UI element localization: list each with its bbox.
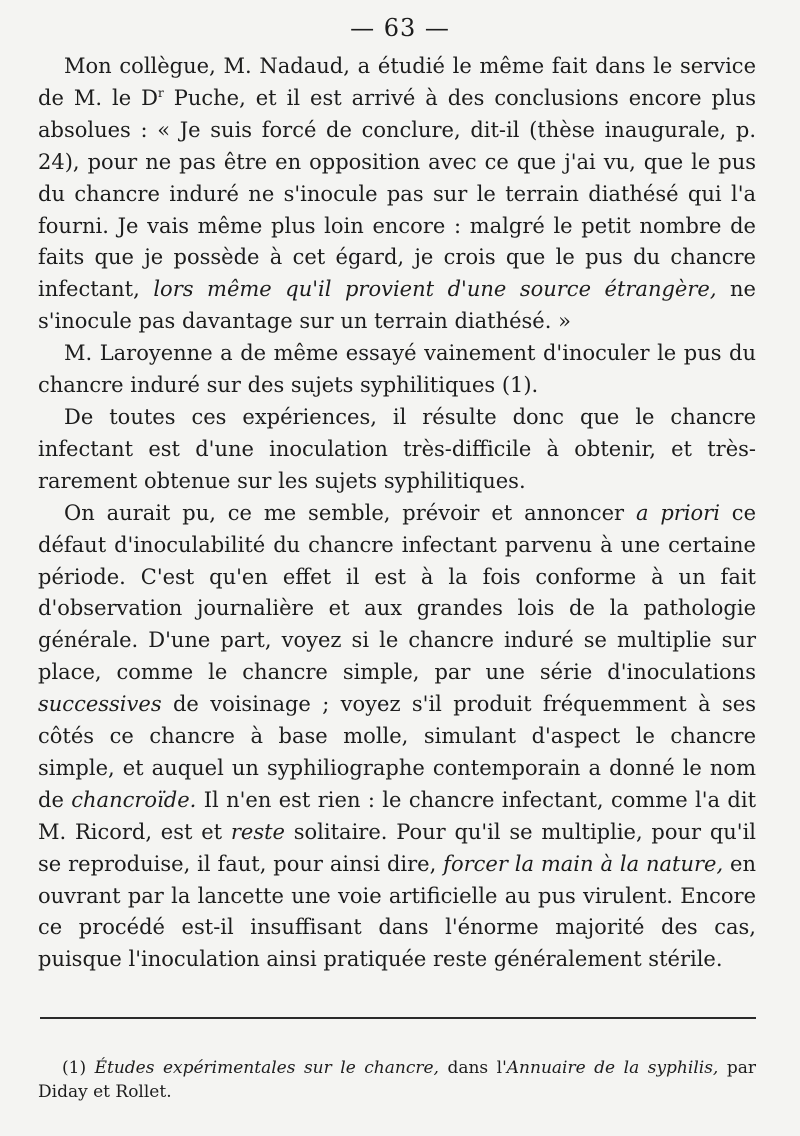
text-run: de voisinage ; voyez s'il produit fréquemment à ses côtés ce chancre à base molle, simulant d'aspect le chancre simple, et auquel un syphiliographe contemporain a donné le nom de <box>38 692 756 812</box>
text-run: Mon collègue, M. Nadaud, a étudié le même fait dans le service de M. le D <box>38 54 756 110</box>
text-run: ce défaut d'inoculabilité du chancre infectant parvenu à une certaine période. C'est qu'en effet il est à la fois conforme à un fait d'observation journalière et aux grandes lois de la pathologie générale. D'une part, voyez si le chancre induré se multiplie sur place, comme le chancre simple, par une série d'inoculations <box>38 500 757 685</box>
paragraph-1 <box>38 51 756 338</box>
italic-text: a priori <box>635 500 720 525</box>
text-run: Il n'en est rien : le chancre infectant, comme l'a dit M. Ricord, est et <box>38 787 757 844</box>
text-run: Puche, et il est arrivé à des conclusions encore plus absolues : « Je suis forcé de conclure, dit-il (thèse inaugurale, p. 24), pour ne pas être en opposition avec ce que j'ai vu, que le pus du chancre induré ne s'inocule pas sur le terrain diathésé qui l'a fourni. Je vais même plus loin encore : malgré le petit nombre de faits que je possède à cet égard, je crois que le pus du chancre infectant, <box>38 85 756 302</box>
superscript-text: r <box>157 85 164 100</box>
italic-text: chancroïde. <box>71 787 197 812</box>
text-run: ne s'inocule pas davantage sur un terrain diathésé. » <box>38 277 756 334</box>
footnote <box>38 1056 756 1104</box>
italic-text: forcer la main à la nature, <box>443 851 724 876</box>
italic-text: Annuaire de la syphilis, <box>506 1058 719 1078</box>
text-run: De toutes ces expériences, il résulte donc que le chancre infectant est d'une inoculation très-difficile à obtenir, et très-rarement obtenue sur les sujets syphilitiques. <box>38 404 756 493</box>
italic-text: lors même qu'il provient d'une source étrangère, <box>153 277 717 302</box>
text-run: On aurait pu, ce me semble, prévoir et annoncer <box>64 500 636 525</box>
paragraph-2 <box>38 338 756 402</box>
text-run: par Diday et Rollet. <box>38 1058 756 1102</box>
page-number: — 63 — <box>350 14 450 42</box>
text-run: dans l' <box>438 1058 507 1078</box>
text-run: en ouvrant par la lancette une voie artificielle au pus virulent. Encore ce procédé est-il insuffisant dans l'énorme majorité des cas, puisque l'inoculation ainsi pratiquée reste généralement stérile. <box>38 851 756 972</box>
body-text <box>38 51 756 976</box>
text-run: solitaire. Pour qu'il se multiplie, pour qu'il se reproduise, il faut, pour ainsi dire, <box>38 819 757 876</box>
footnote-divider <box>40 1017 756 1019</box>
italic-text: reste <box>230 819 285 844</box>
paragraph-3 <box>38 402 756 498</box>
italic-text: successives <box>38 692 162 717</box>
footnote-marker: (1) <box>62 1058 95 1078</box>
paragraph-4 <box>38 498 756 977</box>
italic-text: Études expérimentales sur le chancre, <box>94 1058 439 1078</box>
text-run: M. Laroyenne a de même essayé vainement d'inoculer le pus du chancre induré sur des sujets syphilitiques (1). <box>38 341 756 398</box>
